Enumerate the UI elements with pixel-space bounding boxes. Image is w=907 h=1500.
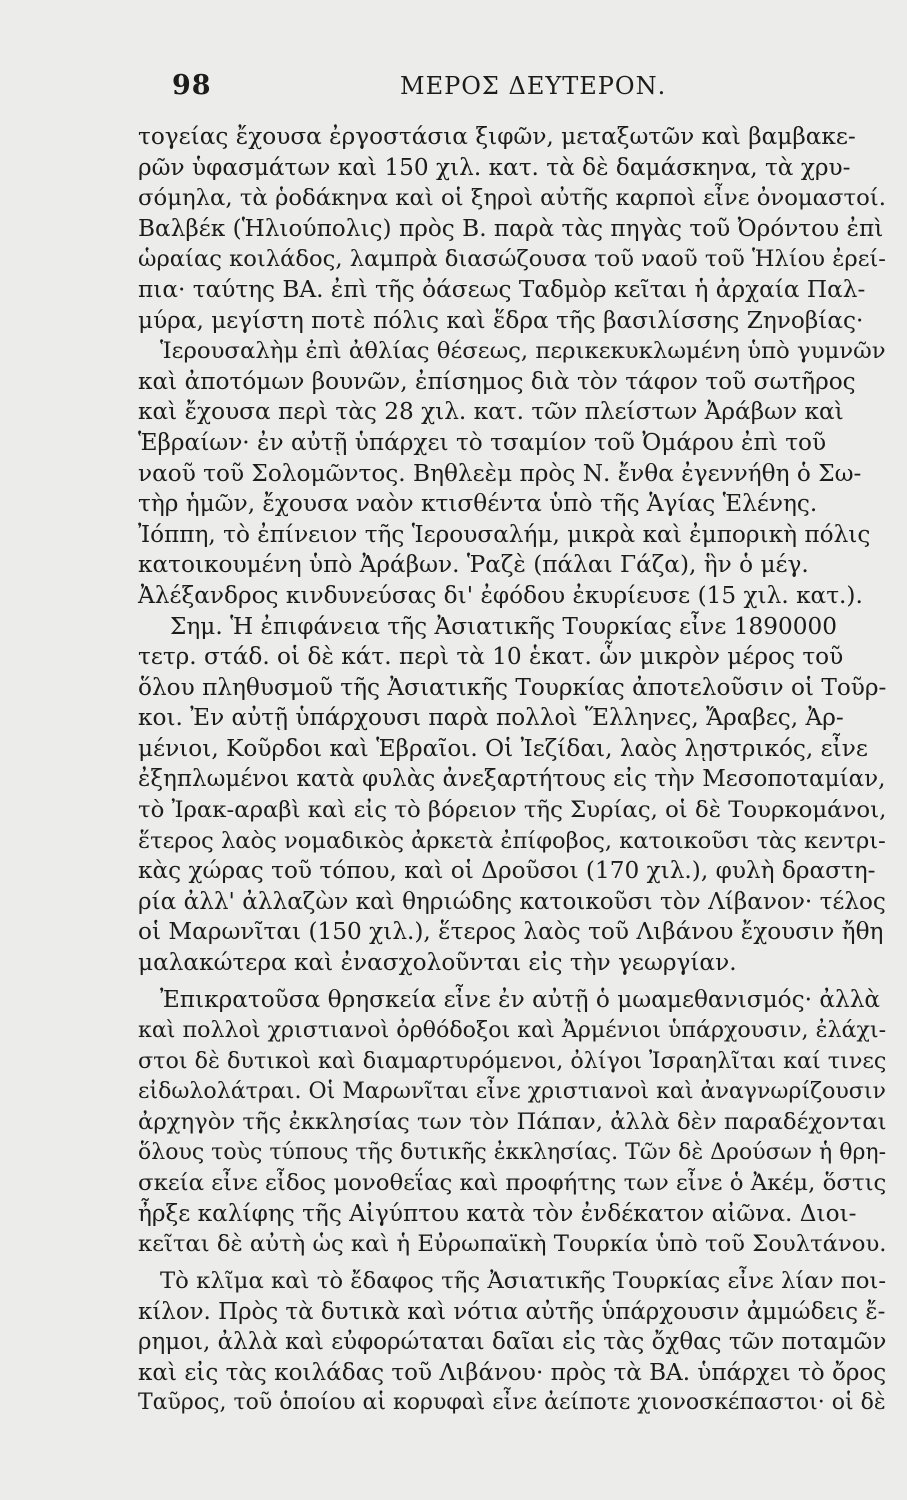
text-line: καὶ ἔχουσα περὶ τὰς 28 χιλ. κατ. τῶν πλείστων Ἀράβων καὶ — [138, 398, 844, 426]
text-line: Ἐπικρατοῦσα θρησκεία εἶνε ἐν αὐτῇ ὁ μωαμεθανισμός· ἀλλὰ — [160, 985, 881, 1013]
text-line: μένιοι, Κοῦρδοι καὶ Ἑβραῖοι. Οἱ Ἰεζίδαι, λαὸς λῃστρικός, εἶνε — [138, 734, 868, 762]
text-line: μαλακώτερα καὶ ἐνασχολοῦνται εἰς τὴν γεωργίαν. — [138, 949, 737, 977]
text-line: μύρα, μεγίστη ποτὲ πόλις καὶ ἕδρα τῆς βασιλίσσης Ζηνοβίας· — [138, 306, 864, 334]
text-line: τὴρ ἡμῶν, ἔχουσα ναὸν κτισθέντα ὑπὸ τῆς Ἁγίας Ἑλένης. — [138, 490, 818, 518]
text-line: καὶ εἰς τὰς κοιλάδας τοῦ Λιβάνου· πρὸς τὰ ΒΑ. ὑπάρχει τὸ ὄρος — [138, 1359, 887, 1386]
text-line: ρία ἀλλ' ἀλλαζὼν καὶ θηριώδης κατοικοῦσι τὸν Λίβανον· τέλος — [138, 888, 886, 915]
page-header — [172, 70, 888, 110]
text-line: κίλον. Πρὸς τὰ δυτικὰ καὶ νότια αὐτῆς ὑπάρχουσιν ἀμμώδεις ἔ- — [138, 1298, 886, 1325]
text-line: Τὸ κλῖμα καὶ τὸ ἔδαφος τῆς Ἀσιατικῆς Τουρκίας εἶνε λίαν ποι- — [160, 1267, 887, 1294]
text-line: καὶ πολλοὶ χριστιανοὶ ὀρθόδοξοι καὶ Ἀρμένιοι ὑπάρχουσιν, ἐλάχι- — [138, 1017, 887, 1044]
text-line: σκεία εἶνε εἶδος μονοθεΐας καὶ προφήτης των εἶνε ὁ Ἀκέμ, ὅστις — [138, 1170, 887, 1197]
text-line: Σημ. Ἡ ἐπιφάνεια τῆς Ἀσιατικῆς Τουρκίας εἶνε 1890000 — [170, 612, 838, 640]
text-line: κοι. Ἐν αὐτῇ ὑπάρχουσι παρὰ πολλοὶ Ἕλληνες, Ἄραβες, Ἀρ- — [138, 704, 844, 732]
text-line: ρημοι, ἀλλὰ καὶ εὐφορώταται δαῖαι εἰς τὰς ὄχθας τῶν ποταμῶν — [138, 1329, 887, 1356]
text-line: Βαλβέκ (Ἡλιούπολις) πρὸς Β. παρὰ τὰς πηγὰς τοῦ Ὀρόντου ἐπὶ — [138, 214, 884, 242]
text-line: ὅλους τοὺς τύπους τῆς δυτικῆς ἐκκλησίας. Τῶν δὲ Δρούσων ἡ θρη- — [138, 1139, 887, 1165]
text-line: στοι δὲ δυτικοὶ καὶ διαμαρτυρόμενοι, ὀλίγοι Ἰσραηλῖται καί τινες — [138, 1047, 887, 1074]
text-line: ἦρξε καλίφης τῆς Αἰγύπτου κατὰ τὸν ἐνδέκατον αἰῶνα. Διοι- — [138, 1199, 857, 1227]
page-number: 98 — [172, 70, 212, 101]
text-line: καὶ ἀποτόμων βουνῶν, ἐπίσημος διὰ τὸν τάφον τοῦ σωτῆρος — [138, 367, 856, 395]
text-line: Ἱερουσαλὴμ ἐπὶ ἀθλίας θέσεως, περικεκυκλωμένη ὑπὸ γυμνῶν — [160, 338, 886, 365]
text-line: ἀρχηγὸν τῆς ἐκκλησίας των τὸν Πάπαν, ἀλλὰ δὲν παραδέχονται — [138, 1109, 887, 1135]
text-line: εἰδωλολάτραι. Οἱ Μαρωνῖται εἶνε χριστιανοὶ καὶ ἀναγνωρίζουσιν — [138, 1078, 886, 1105]
text-line: ὅλου πληθυσμοῦ τῆς Ἀσιατικῆς Τουρκίας ἀποτελοῦσιν οἱ Τοῦρ- — [138, 673, 887, 701]
text-line: σόμηλα, τὰ ῥοδάκηνα καὶ οἱ ξηροὶ αὐτῆς καρποὶ εἶνε ὀνομαστοί. — [138, 185, 886, 212]
text-line: κὰς χώρας τοῦ τόπου, καὶ οἱ Δροῦσοι (170 χιλ.), φυλὴ δραστη- — [138, 857, 876, 885]
text-line: οἱ Μαρωνῖται (150 χιλ.), ἕτερος λαὸς τοῦ Λιβάνου ἔχουσιν ἤθη — [138, 918, 884, 946]
text-line: ἐξηπλωμένοι κατὰ φυλὰς ἀνεξαρτήτους εἰς τὴν Μεσοποταμίαν, — [138, 766, 886, 793]
text-line: τὸ Ἰρακ-αραβὶ καὶ εἰς τὸ βόρειον τῆς Συρίας, οἱ δὲ Τουρκομάνοι, — [138, 797, 887, 824]
text-line: κεῖται δὲ αὐτὴ ὡς καὶ ἡ Εὐρωπαϊκὴ Τουρκία ὑπὸ τοῦ Σουλτάνου. — [138, 1231, 887, 1258]
running-head: ΜΕΡΟΣ ΔΕΥΤΕΡΟΝ. — [400, 72, 667, 100]
text-line: τογείας ἔχουσα ἐργοστάσια ξιφῶν, μεταξωτῶν καὶ βαμβακε- — [138, 123, 856, 150]
text-line: τετρ. στάδ. οἱ δὲ κάτ. περὶ τὰ 10 ἑκατ. ὧν μικρὸν μέρος τοῦ — [138, 643, 844, 671]
text-line: πια· ταύτης ΒΑ. ἐπὶ τῆς ὀάσεως Ταδμὸρ κεῖται ἡ ἀρχαία Παλ- — [138, 275, 866, 303]
text-line: Ἀλέξανδρος κινδυνεύσας δι' ἐφόδου ἐκυρίευσε (15 χιλ. κατ.). — [138, 581, 863, 609]
text-line: ρῶν ὑφασμάτων καὶ 150 χιλ. κατ. τὰ δὲ δαμάσκηνα, τὰ χρυ- — [138, 153, 851, 181]
text-line: Ταῦρος, τοῦ ὁποίου αἱ κορυφαὶ εἶνε ἀείποτε χιονοσκέπαστοι· οἱ δὲ — [138, 1390, 886, 1416]
text-line: ἕτερος λαὸς νομαδικὸς ἀρκετὰ ἐπίφοβος, κατοικοῦσι τὰς κεντρι- — [138, 827, 886, 854]
text-line: Ἑβραίων· ἐν αὐτῇ ὑπάρχει τὸ τσαμίον τοῦ Ὀμάρου ἐπὶ τοῦ — [138, 428, 827, 456]
text-line: ὡραίας κοιλάδος, λαμπρὰ διασώζουσα τοῦ ναοῦ τοῦ Ἡλίου ἐρεί- — [138, 246, 886, 273]
text-line: Ἰόππη, τὸ ἐπίνειον τῆς Ἱερουσαλήμ, μικρὰ καὶ ἐμπορικὴ πόλις — [138, 520, 871, 548]
text-line: ναοῦ τοῦ Σολομῶντος. Βηθλεὲμ πρὸς Ν. ἔνθα ἐγεννήθη ὁ Σω- — [138, 459, 862, 487]
text-line: κατοικουμένη ὑπὸ Ἀράβων. Ῥαζὲ (πάλαι Γάζα), ἣν ὁ μέγ. — [138, 551, 809, 579]
body-text — [138, 122, 886, 1419]
